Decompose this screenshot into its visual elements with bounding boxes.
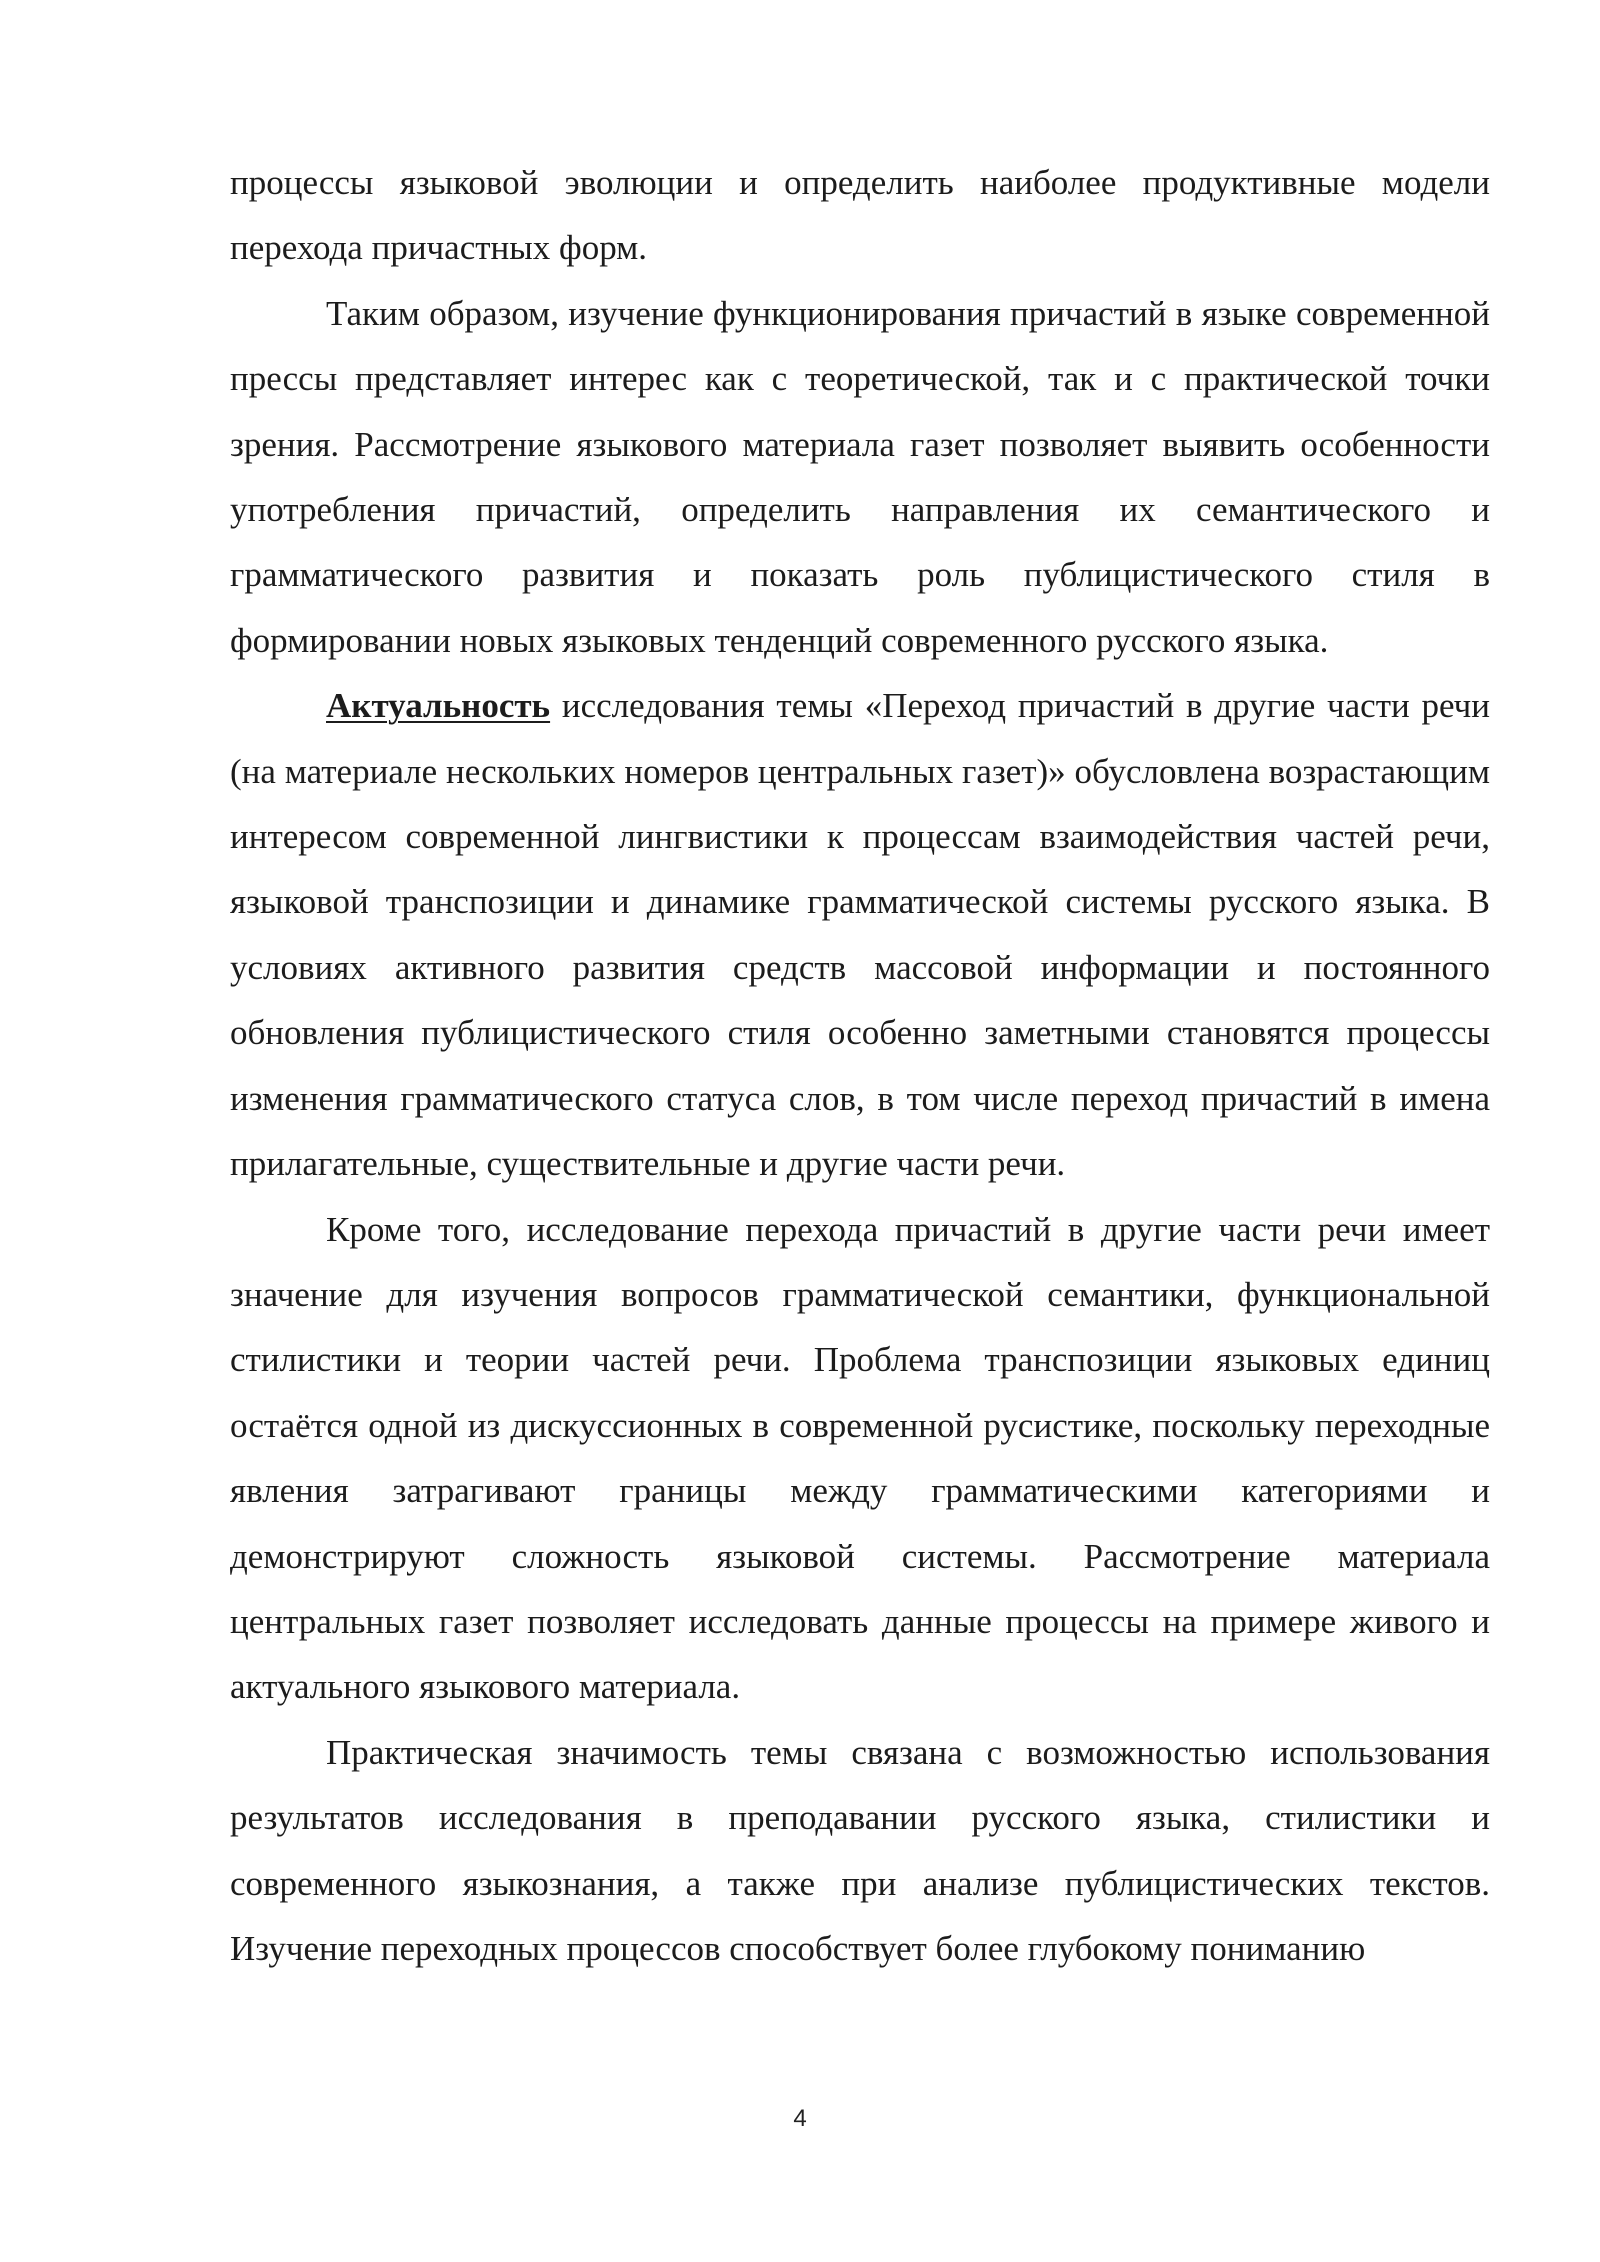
document-body <box>230 150 1490 1981</box>
paragraph-summary: Таким образом, изучение функционирования причастий в языке современной прессы представляет интерес как с теоретической, так и с практической точки зрения. Рассмотрение языкового материала газет позволяет выявить особенности употребления причастий, определить направления их семантического и грамматического развития и показать роль публицистического стиля в формировании новых языковых тенденций современного русского языка. <box>230 293 1490 660</box>
relevance-text: исследования темы «Переход причастий в другие части речи (на материале нескольких номеров центральных газет)» обусловлена возрастающим интересом современной лингвистики к процессам взаимодействия частей речи, языковой транспозиции и динамике грамматической системы русского языка. В условиях активного развития средств массовой информации и постоянного обновления публицистического стиля особенно заметными становятся процессы изменения грамматического статуса слов, в том числе переход причастий в имена прилагательные, существительные и другие части речи. <box>230 686 1490 1184</box>
paragraph-practical: Практическая значимость темы связана с возможностью использования результатов исследования в преподавании русского языка, стилистики и современного языкознания, а также при анализе публицистических текстов. Изучение переходных процессов способствует более глубокому пониманию <box>230 1732 1490 1968</box>
relevance-keyword: Актуальность <box>326 686 551 726</box>
page-number: 4 <box>793 2105 807 2132</box>
paragraph-significance: Кроме того, исследование перехода причастий в другие части речи имеет значение для изучения вопросов грамматической семантики, функциональной стилистики и теории частей речи. Проблема транспозиции языковых единиц остаётся одной из дискуссионных в современной русистике, поскольку переходные явления затрагивают границы между грамматическими категориями и демонстрируют сложность языковой системы. Рассмотрение материала центральных газет позволяет исследовать данные процессы на примере живого и актуального языкового материала. <box>230 1209 1490 1707</box>
paragraph-continuation: процессы языковой эволюции и определить наиболее продуктивные модели перехода причастных форм. <box>230 163 1490 268</box>
paragraph-relevance <box>230 673 1490 1196</box>
